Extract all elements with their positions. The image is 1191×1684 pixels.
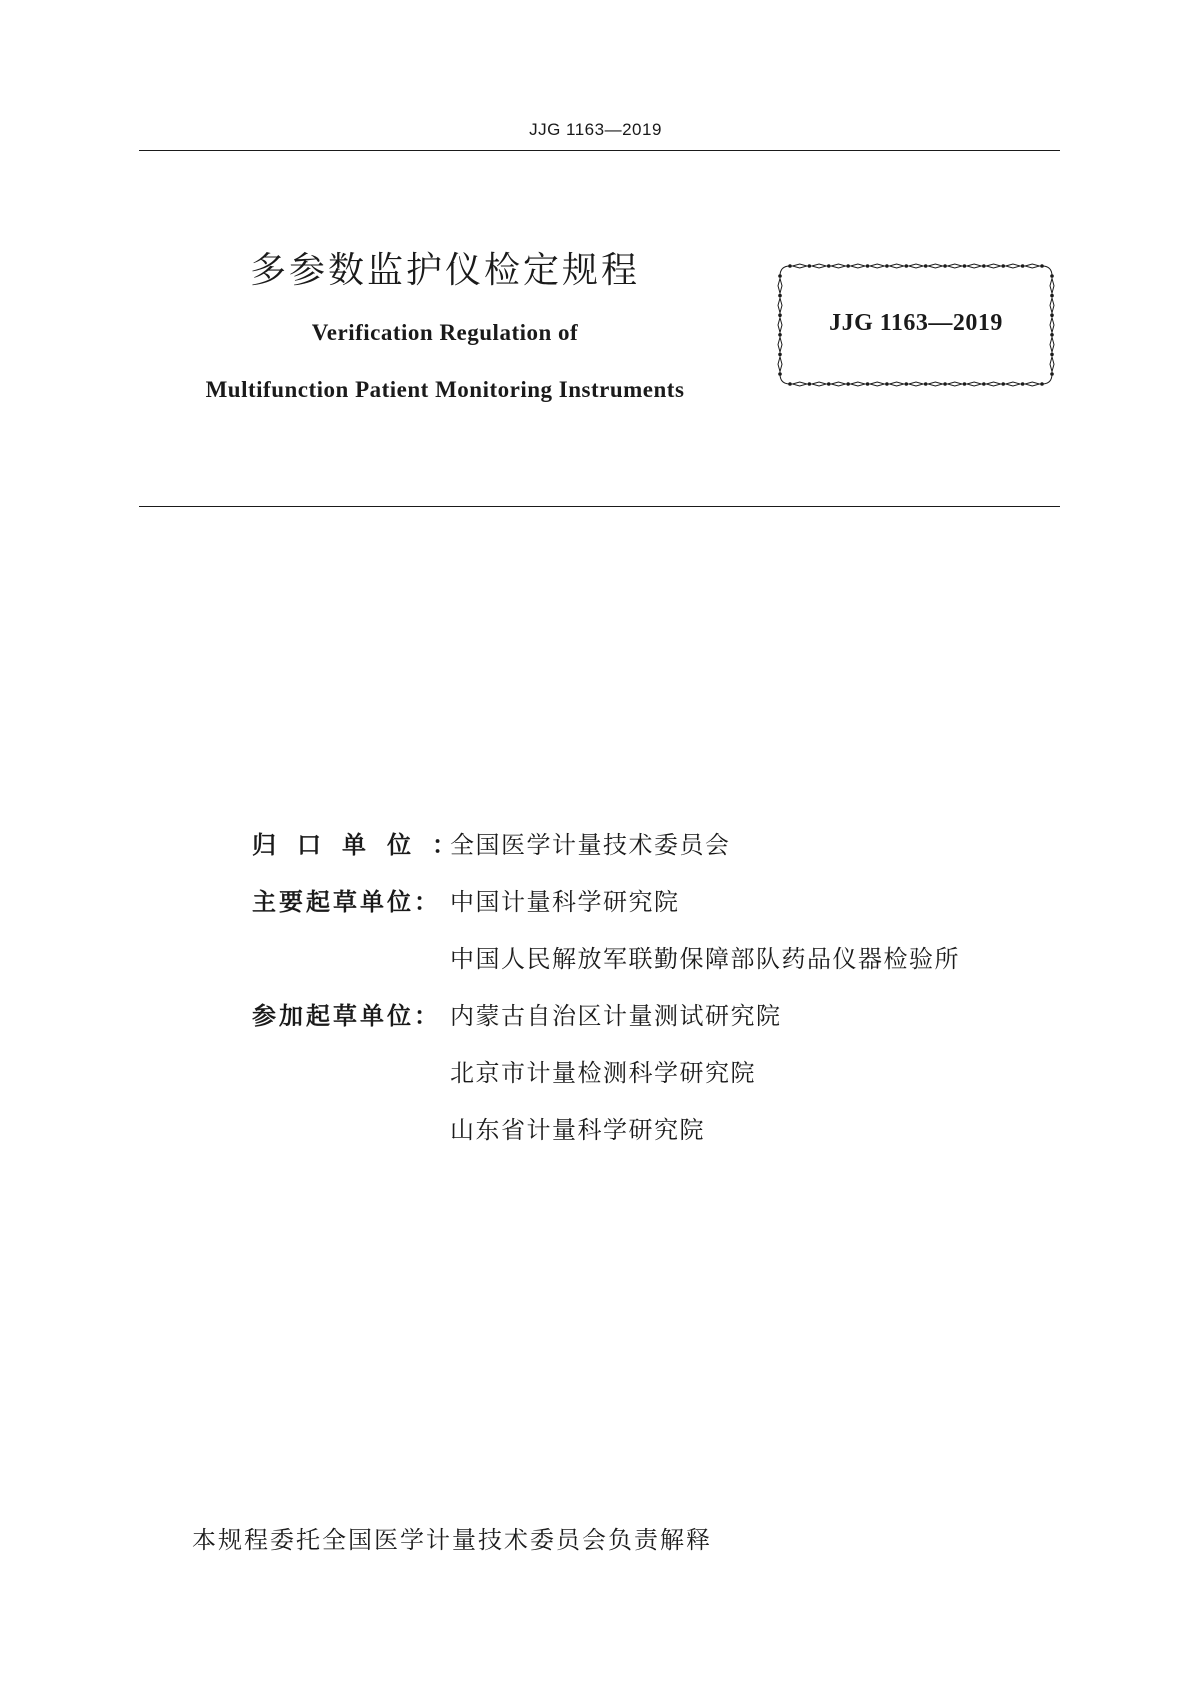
org-value: 山东省计量科学研究院 — [450, 1116, 705, 1144]
border-diamond — [928, 382, 942, 386]
org-label: 参加起草单位： — [252, 1002, 441, 1030]
border-corner — [1042, 266, 1052, 276]
border-diamond — [909, 264, 923, 268]
border-diamond — [986, 264, 1000, 268]
standard-code-box — [776, 262, 1056, 388]
footer-note: 本规程委托全国医学计量技术委员会负责解释 — [192, 1526, 712, 1554]
border-diamond — [831, 264, 845, 268]
border-diamond — [870, 264, 884, 268]
border-diamond — [778, 357, 782, 372]
border-diamond — [793, 382, 807, 386]
border-diamond — [967, 264, 981, 268]
org-value: 全国医学计量技术委员会 — [450, 831, 731, 859]
border-diamond — [1025, 382, 1039, 386]
border-diamond — [889, 382, 903, 386]
border-dot — [1040, 382, 1044, 386]
border-diamond — [831, 382, 845, 386]
org-label: 主要起草单位： — [252, 888, 441, 916]
border-diamond — [1006, 264, 1020, 268]
org-value: 内蒙古自治区计量测试研究院 — [450, 1002, 782, 1030]
border-diamond — [928, 264, 942, 268]
border-diamond — [851, 264, 865, 268]
border-diamond — [948, 382, 962, 386]
border-diamond — [986, 382, 1000, 386]
border-diamond — [1025, 264, 1039, 268]
header-standard-code: JJG 1163—2019 — [529, 120, 662, 139]
border-diamond — [870, 382, 884, 386]
border-diamond — [909, 382, 923, 386]
border-diamond — [812, 382, 826, 386]
border-diamond — [967, 382, 981, 386]
border-diamond — [778, 337, 782, 352]
border-dot — [778, 372, 782, 376]
title-english-line2: Multifunction Patient Monitoring Instruments — [205, 377, 685, 402]
title-rule — [139, 506, 1060, 507]
border-diamond — [1050, 357, 1054, 372]
border-diamond — [1050, 279, 1054, 294]
org-label: 归口单位： — [252, 831, 477, 859]
org-value: 中国计量科学研究院 — [450, 888, 680, 916]
border-diamond — [778, 279, 782, 294]
org-value: 中国人民解放军联勤保障部队药品仪器检验所 — [450, 945, 960, 973]
title-english-line1: Verification Regulation of — [311, 320, 579, 345]
border-dot — [1040, 264, 1044, 268]
border-diamond — [948, 264, 962, 268]
border-diamond — [889, 264, 903, 268]
border-diamond — [1050, 337, 1054, 352]
border-corner — [780, 266, 790, 276]
border-diamond — [851, 382, 865, 386]
border-corner — [780, 374, 790, 384]
code-box-text: JJG 1163—2019 — [829, 310, 1003, 336]
border-diamond — [812, 264, 826, 268]
border-diamond — [793, 264, 807, 268]
border-dot — [1050, 372, 1054, 376]
header-rule — [139, 150, 1060, 151]
border-diamond — [1006, 382, 1020, 386]
title-chinese: 多参数监护仪检定规程 — [249, 250, 640, 291]
org-value: 北京市计量检测科学研究院 — [450, 1059, 756, 1087]
border-corner — [1042, 374, 1052, 384]
